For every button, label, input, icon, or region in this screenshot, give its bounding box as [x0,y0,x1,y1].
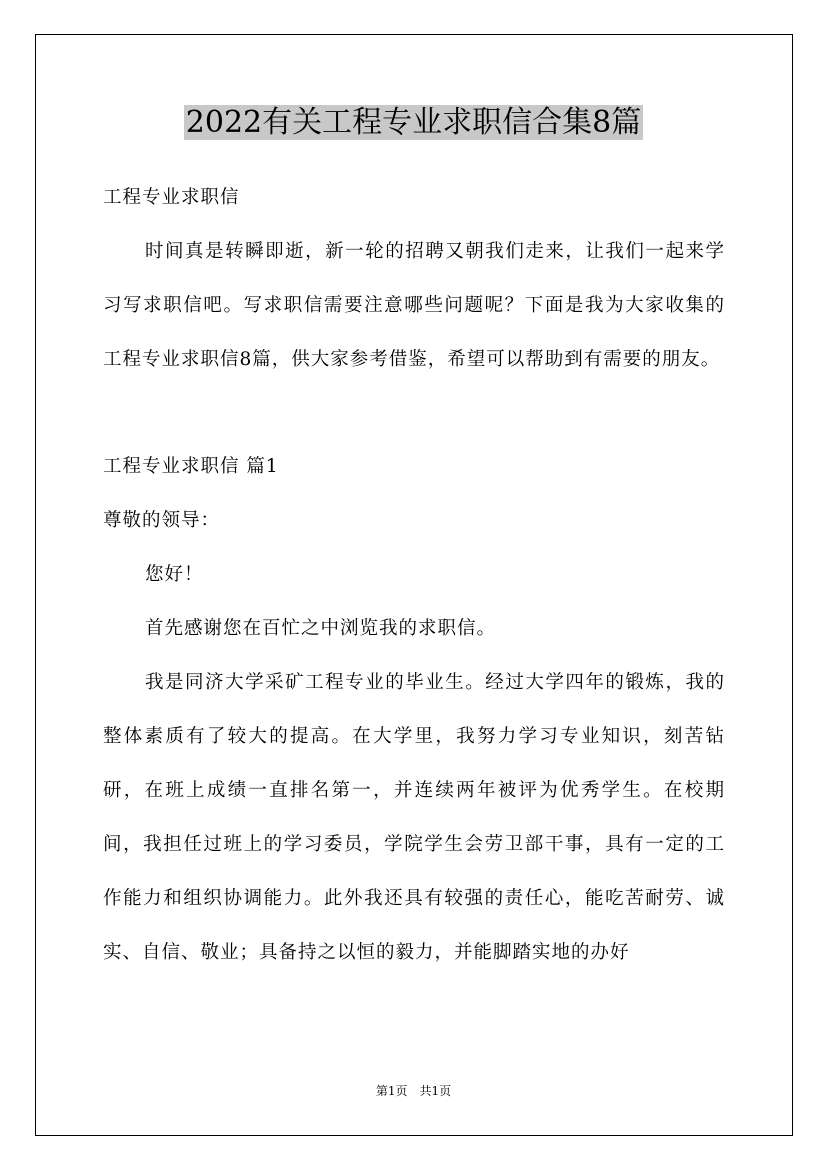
page-footer: 第1页 共1页 [375,1084,452,1098]
section-title: 工程专业求职信 篇1 [103,456,279,477]
paragraph-1: 首先感谢您在百忙之中浏览我的求职信。 [145,618,497,639]
greeting: 您好！ [145,564,204,585]
intro-label: 工程专业求职信 [103,187,240,208]
section-gap [103,387,725,440]
document-body [103,171,725,980]
intro-paragraph: 时间真是转瞬即逝，新一轮的招聘又朝我们走来，让我们一起来学习写求职信吧。写求职信需要注意哪些问题呢？下面是我为大家收集的工程专业求职信8篇，供大家参考借鉴，希望可以帮助到有需要的朋友。 [103,241,725,370]
salutation: 尊敬的领导： [103,510,221,531]
document-title-text: 2022有关工程专业求职信合集8篇 [185,105,642,140]
paragraph-2: 我是同济大学采矿工程专业的毕业生。经过大学四年的锻炼，我的整体素质有了较大的提高。在大学里，我努力学习专业知识，刻苦钻研，在班上成绩一直排名第一，并连续两年被评为优秀学生。在校期间，我担任过班上的学习委员，学院学生会劳卫部干事，具有一定的工作能力和组织协调能力。此外我还具有较强的责任心，能吃苦耐劳、诚实、自信、敬业；具备持之以恒的毅力，并能脚踏实地的办好 [103,672,725,963]
document-title [0,100,827,146]
